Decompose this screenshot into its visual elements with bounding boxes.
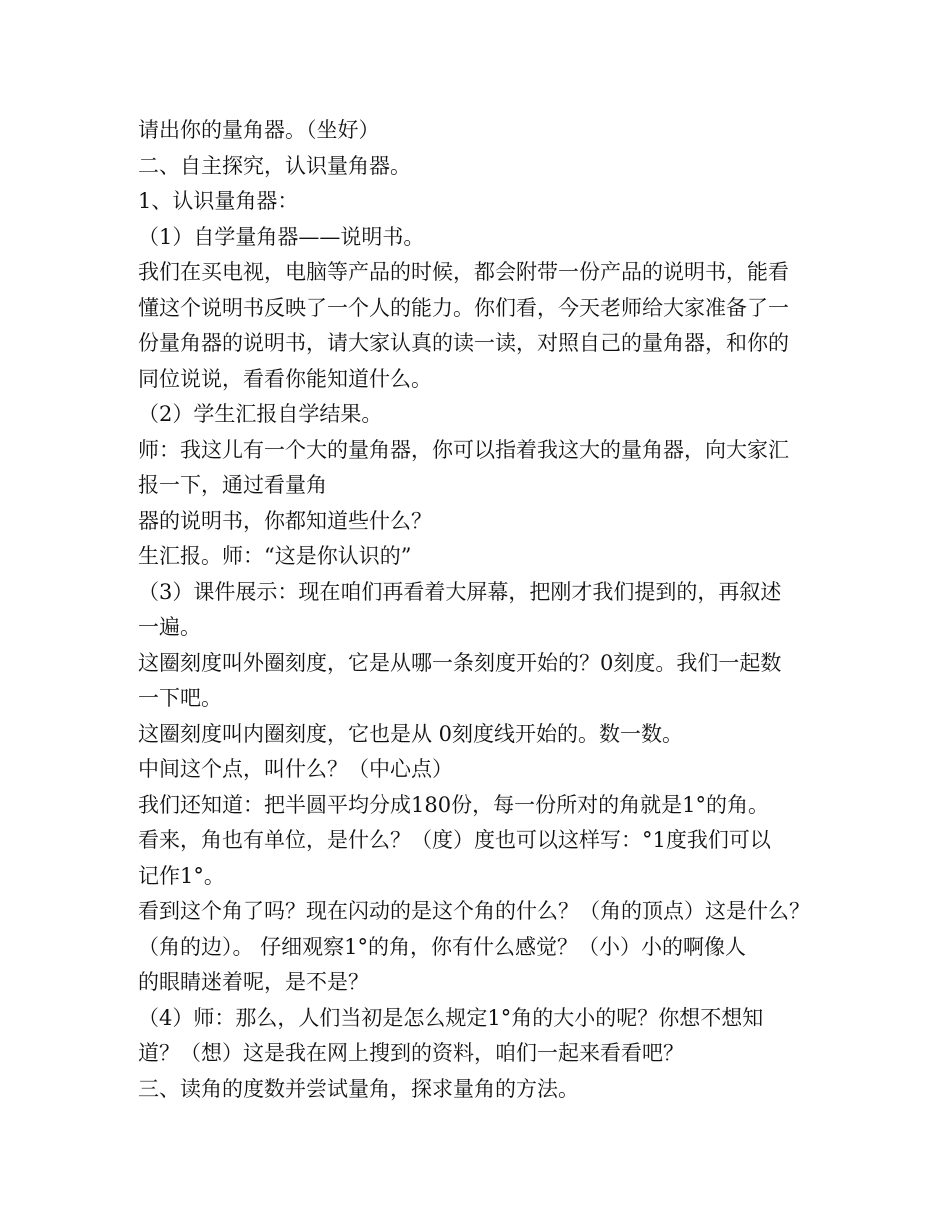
text-line: 同位说说，看看你能知道什么。: [138, 366, 432, 391]
text-line: 生汇报。师：“这是你认识的”: [138, 544, 412, 568]
text-line: 懂这个说明书反映了一个人的能力。你们看，今天老师给大家准备了一: [138, 295, 789, 320]
step-heading: （1）自学量角器——说明书。: [138, 224, 425, 249]
text-line: 份量角器的说明书，请大家认真的读一读，对照自己的量角器，和你的: [138, 331, 789, 355]
text-line: 师：我这儿有一个大的量角器，你可以指着我这大的量角器，向大家汇: [138, 437, 789, 462]
document-body: [138, 113, 828, 1107]
text-line: 一下吧。: [138, 686, 222, 710]
text-line: 看来，角也有单位，是什么？（度）度也可以这样写：°1度我们可以: [138, 828, 771, 852]
text-line: 的眼睛迷着呢，是不是？: [138, 970, 369, 994]
text-line: 器的说明书，你都知道些什么？: [138, 508, 432, 533]
section-heading: 三、读角的度数并尝试量角，探求量角的方法。: [138, 1076, 579, 1101]
step-heading: （3）课件展示：现在咱们再看着大屏幕，把刚才我们提到的，再叙述: [138, 579, 782, 604]
text-line: 中间这个点，叫什么？（中心点）: [138, 757, 453, 781]
text-line: 这圈刻度叫内圈刻度，它也是从 0刻度线开始的。数一数。: [138, 721, 684, 746]
section-heading: 二、自主探究，认识量角器。: [138, 153, 411, 178]
text-line: 报一下，通过看量角: [138, 473, 327, 497]
text-line: 道？（想）这是我在网上搜到的资料，咱们一起来看看吧？: [138, 1041, 684, 1065]
text-line: 看到这个角了吗？现在闪动的是这个角的什么？（角的顶点）这是什么？: [138, 899, 810, 923]
subsection-heading: 1、认识量角器：: [138, 189, 299, 213]
step-heading: （4）师：那么，人们当初是怎么规定1°角的大小的呢？你想不想知: [138, 1005, 764, 1030]
text-line: 我们在买电视，电脑等产品的时候，都会附带一份产品的说明书，能看: [138, 260, 789, 284]
text-line: 一遍。: [138, 615, 201, 639]
step-heading: （2）学生汇报自学结果。: [138, 402, 383, 426]
text-line: 请出你的量角器。（坐好）: [138, 118, 380, 142]
text-line: 这圈刻度叫外圈刻度，它是从哪一条刻度开始的？0刻度。我们一起数: [138, 650, 782, 675]
text-line: 我们还知道：把半圆平均分成180份，每一份所对的角就是1°的角。: [138, 792, 769, 817]
text-line: 记作1°。: [138, 863, 225, 888]
text-line: （角的边）。 仔细观察1°的角，你有什么感觉？（小）小的啊像人: [138, 934, 747, 959]
